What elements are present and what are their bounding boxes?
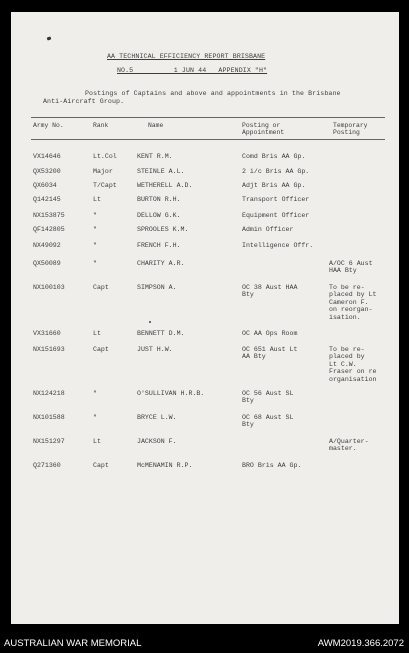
column-header-posting-1: Posting or <box>242 122 281 129</box>
rank: " <box>93 212 97 219</box>
column-header-name: Name <box>148 122 164 129</box>
name: O'SULLIVAN H.R.B. <box>137 390 205 397</box>
army-number: NX49092 <box>33 242 61 249</box>
army-number: NX151693 <box>33 346 65 353</box>
army-number: QF142805 <box>33 226 65 233</box>
column-header-army-no: Army No. <box>33 122 64 129</box>
posting-line: Equipment Officer <box>242 212 310 219</box>
rank: Capt <box>93 284 109 291</box>
footer-bar <box>0 636 409 653</box>
temporary-posting-line: A/Quarter- <box>329 438 369 445</box>
army-number: QX6034 <box>33 182 57 189</box>
temporary-posting-line: Lt C.W. <box>329 360 357 368</box>
army-number: Q271360 <box>33 462 61 469</box>
rank: Lt <box>93 196 101 203</box>
posting-line: BRO Bris AA Gp. <box>242 462 302 469</box>
posting-line: AA Bty <box>242 353 266 361</box>
name: STEINLE A.L. <box>137 168 185 175</box>
name: SPROOLES K.M. <box>137 226 189 233</box>
column-header-rank: Rank <box>93 122 109 129</box>
document-page <box>11 12 399 624</box>
name: BENNETT D.M. <box>137 330 185 337</box>
rank: " <box>93 242 97 249</box>
name: CHARITY A.R. <box>137 260 185 267</box>
rank: Major <box>93 168 113 175</box>
column-header-posting-2: Appointment <box>242 129 285 136</box>
temporary-posting-line: A/OC 6 Aust <box>329 260 373 267</box>
rank: T/Capt <box>93 182 117 189</box>
column-header-temporary-2: Posting <box>333 129 360 136</box>
army-number: NX124218 <box>33 390 65 397</box>
temporary-posting-line: placed by <box>329 353 365 361</box>
document-subtitle: NO.5 1 JUN 44 APPENDIX "H" <box>117 67 268 74</box>
posting-line: OC 651 Aust Lt <box>242 346 298 353</box>
army-number: QX53200 <box>33 168 61 175</box>
rank: Lt <box>93 330 101 337</box>
posting-line: Comd Bris AA Gp. <box>242 153 306 160</box>
army-number: NX151297 <box>33 438 65 445</box>
posting-line: Bty <box>242 291 254 299</box>
temporary-posting-line: organisation <box>329 375 377 383</box>
posting-line: Admin Officer <box>242 226 294 233</box>
name: BURTON R.H. <box>137 196 181 203</box>
posting-line: OC AA Ops Room <box>242 330 298 337</box>
rank: " <box>93 390 97 397</box>
army-number: NX100103 <box>33 284 65 291</box>
army-number: NX101588 <box>33 414 65 421</box>
temporary-posting-line: placed by Lt <box>329 291 377 299</box>
posting-line: Transport Officer <box>242 196 310 203</box>
ink-mark <box>47 36 52 40</box>
temporary-posting-line: on reorgan- <box>329 306 373 314</box>
rank: Capt <box>93 462 109 469</box>
temporary-posting-line: To be re- <box>329 346 365 353</box>
name: FRENCH F.H. <box>137 242 181 249</box>
posting-line: Intelligence Offr. <box>242 242 314 249</box>
footer-reference: AWM2019.366.2072 <box>317 638 404 649</box>
intro-line-1: Postings of Captains and above and appointments in the Brisbane <box>85 90 341 97</box>
rank: " <box>93 226 97 233</box>
posting-line: OC 56 Aust SL <box>242 390 294 397</box>
posting-line: OC 68 Aust SL <box>242 414 294 421</box>
temporary-posting-line: Cameron F. <box>329 298 369 306</box>
name: WETHERELL A.D. <box>137 182 193 189</box>
posting-line: 2 i/c Bris AA Gp. <box>242 168 310 175</box>
posting-line: Bty <box>242 421 254 429</box>
army-number: NX153875 <box>33 212 65 219</box>
rank: Lt <box>93 438 101 445</box>
document-title: AA TECHNICAL EFFICIENCY REPORT BRISBANE <box>107 53 266 60</box>
ink-dot <box>149 321 151 323</box>
posting-line: Adjt Bris AA Gp. <box>242 182 306 189</box>
rank: " <box>93 414 97 421</box>
rank: Lt.Col <box>93 153 117 160</box>
temporary-posting-line: Fraser on re <box>329 368 377 376</box>
name: JUST H.W. <box>137 346 173 353</box>
name: BRYCE L.W. <box>137 414 177 421</box>
name: SIMPSON A. <box>137 284 177 291</box>
rank: " <box>93 260 97 267</box>
name: JACKSON F. <box>137 438 177 445</box>
army-number: QX50089 <box>33 260 61 267</box>
rank: Capt <box>93 346 109 353</box>
army-number: Q142145 <box>33 196 61 203</box>
header-rule-top <box>31 117 385 118</box>
name: DELLOW G.K. <box>137 212 181 219</box>
header-rule-bottom <box>31 139 385 140</box>
footer-source: AUSTRALIAN WAR MEMORIAL <box>4 638 142 649</box>
column-header-temporary-1: Temporary <box>333 122 368 129</box>
temporary-posting-line: isation. <box>329 313 361 321</box>
temporary-posting-line: master. <box>329 445 357 453</box>
posting-line: Bty <box>242 397 254 405</box>
intro-line-2: Anti-Aircraft Group. <box>43 98 125 105</box>
temporary-posting-line: HAA Bty <box>329 267 357 275</box>
posting-line: OC 38 Aust HAA <box>242 284 298 291</box>
temporary-posting-line: To be re- <box>329 284 365 291</box>
army-number: VX31660 <box>33 330 61 337</box>
name: McMENAMIN R.P. <box>137 462 193 469</box>
army-number: VX14646 <box>33 153 61 160</box>
name: KENT R.M. <box>137 153 173 160</box>
